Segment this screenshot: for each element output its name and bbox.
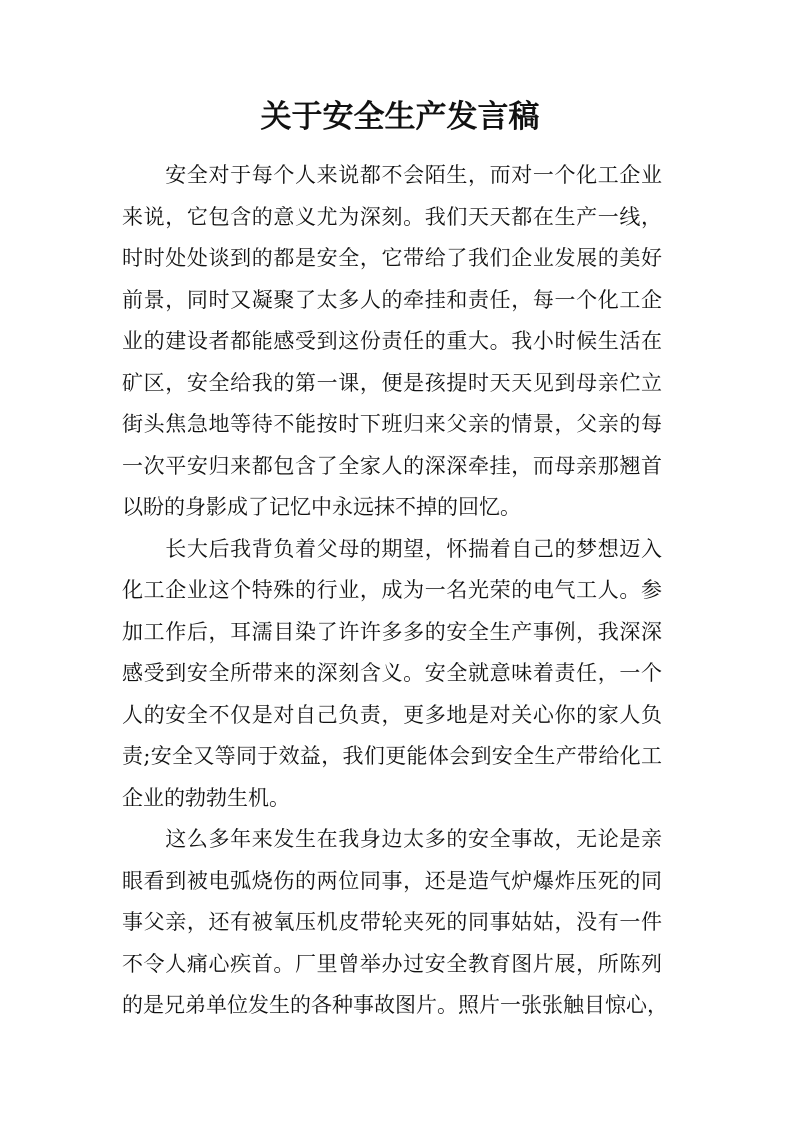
text-line: 业的建设者都能感受到这份责任的重大。我小时候生活在 xyxy=(122,329,662,353)
document-body xyxy=(122,155,668,1027)
text-line: 事父亲，还有被氧压机皮带轮夹死的同事姑姑，没有一件 xyxy=(122,910,662,934)
text-line: 时时处处谈到的都是安全，它带给了我们企业发展的美好 xyxy=(122,246,662,270)
document-title: 关于安全生产发言稿 xyxy=(260,99,540,135)
text-line: 化工企业这个特殊的行业，成为一名光荣的电气工人。参 xyxy=(122,578,662,602)
paragraph-1 xyxy=(122,155,662,529)
paragraph-2 xyxy=(122,529,662,820)
text-line: 责;安全又等同于效益，我们更能体会到安全生产带给化工 xyxy=(122,744,662,768)
text-line: 不令人痛心疾首。厂里曾举办过安全教育图片展，所陈列 xyxy=(122,951,662,976)
text-line: 安全对于每个人来说都不会陌生，而对一个化工企业 xyxy=(122,163,662,187)
text-line: 加工作后，耳濡目染了许许多多的安全生产事例，我深深 xyxy=(122,619,662,644)
text-line: 的是兄弟单位发生的各种事故图片。照片一张张触目惊心， xyxy=(122,993,668,1017)
paragraph-3 xyxy=(122,819,668,1027)
text-line: 以盼的身影成了记忆中永远抹不掉的回忆。 xyxy=(122,495,521,519)
text-line: 这么多年来发生在我身边太多的安全事故，无论是亲 xyxy=(122,827,662,851)
text-line: 眼看到被电弧烧伤的两位同事，还是造气炉爆炸压死的同 xyxy=(122,868,662,893)
text-line: 感受到安全所带来的深刻含义。安全就意味着责任，一个 xyxy=(122,661,662,685)
text-line: 人的安全不仅是对自己负责，更多地是对关心你的家人负 xyxy=(122,702,662,727)
text-line: 来说，它包含的意义尤为深刻。我们天天都在生产一线， xyxy=(122,204,662,229)
text-line: 矿区，安全给我的第一课，便是孩提时天天见到母亲伫立 xyxy=(122,370,662,395)
text-line: 企业的勃勃生机。 xyxy=(122,785,290,810)
text-line: 长大后我背负着父母的期望，怀揣着自己的梦想迈入 xyxy=(122,536,662,561)
text-line: 街头焦急地等待不能按时下班归来父亲的情景，父亲的每 xyxy=(122,412,662,436)
text-line: 前景，同时又凝聚了太多人的牵挂和责任，每一个化工企 xyxy=(122,287,662,312)
text-line: 一次平安归来都包含了全家人的深深牵挂，而母亲那翘首 xyxy=(122,453,662,478)
